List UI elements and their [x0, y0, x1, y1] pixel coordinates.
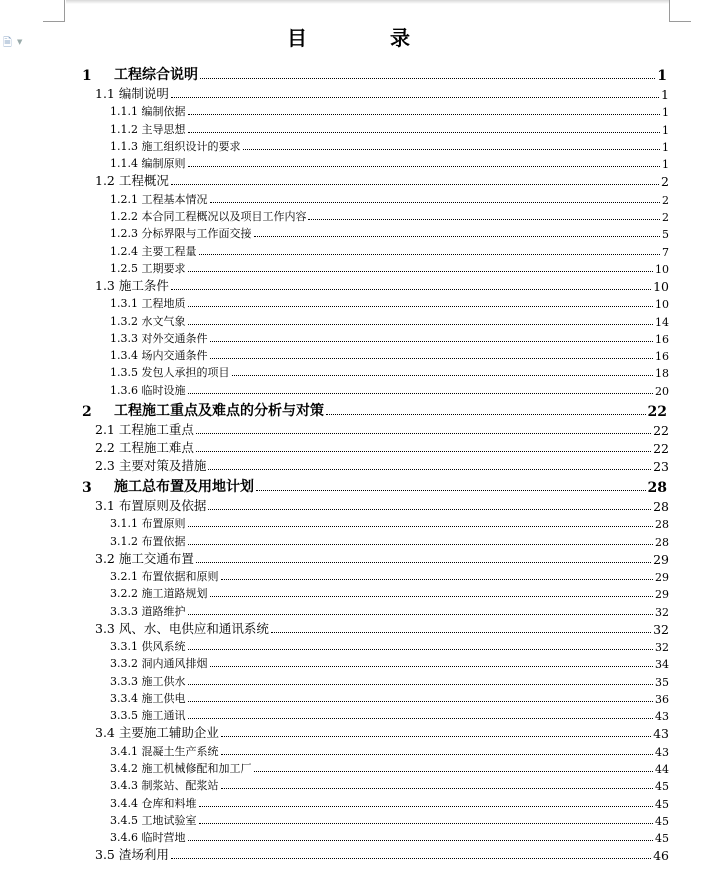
- toc-page-number: 28: [653, 499, 669, 515]
- toc-entry-text: 3.4.4 仓库和料堆: [110, 796, 197, 810]
- toc-page-number: 29: [653, 551, 669, 567]
- toc-entry-text: 3.3.4 施工供电: [110, 691, 186, 705]
- toc-entry-text: 1.1.4 编制原则: [110, 157, 186, 171]
- toc-page-number: 10: [655, 262, 669, 276]
- toc-page-number: 43: [655, 745, 669, 759]
- toc-dot-leader: [171, 858, 651, 859]
- toc-dot-leader: [171, 289, 651, 290]
- toc-dot-leader: [254, 236, 661, 237]
- toc-page-number: 10: [653, 278, 669, 294]
- toc-page-number: 32: [655, 641, 669, 655]
- toc-entry-level-3[interactable]: [0, 189, 715, 206]
- toc-dot-leader: [210, 341, 654, 342]
- toc-entry-text: 1.1.1 编制依据: [110, 105, 186, 119]
- toc-dot-leader: [196, 562, 651, 563]
- toc-entry-level-3[interactable]: [0, 706, 715, 723]
- toc-dot-leader: [196, 433, 651, 434]
- toc-page-number: 28: [647, 480, 667, 497]
- toc-entry-text: 2.1 工程施工重点: [95, 421, 194, 437]
- toc-page-number: 2: [662, 210, 669, 224]
- toc-dot-leader: [188, 614, 654, 615]
- toc-page-number: 18: [655, 367, 669, 381]
- document-icon[interactable]: 🗎: [3, 36, 12, 49]
- toc-entry-number: 1: [82, 68, 92, 84]
- toc-entry-text: 2.3 主要对策及措施: [95, 458, 207, 474]
- page-top-edge: [66, 0, 669, 4]
- toc-dot-leader: [221, 754, 654, 755]
- toc-entry-level-3[interactable]: [0, 671, 715, 688]
- toc-entry-text: 3.3.2 洞内通风排烟: [110, 657, 208, 671]
- toc-entry-text: 2.2 工程施工难点: [95, 439, 194, 455]
- toc-dot-leader: [210, 202, 661, 203]
- toc-entry-level-3[interactable]: [0, 793, 715, 810]
- toc-dot-leader: [254, 771, 654, 772]
- toc-entry-level-3[interactable]: [0, 259, 715, 276]
- toc-dot-leader: [188, 718, 654, 719]
- toc-entry-number: 2: [82, 403, 92, 420]
- toc-dot-leader: [221, 736, 651, 737]
- toc-page-number: 44: [655, 762, 669, 776]
- toc-entry-text: 3.5 渣场利用: [95, 847, 169, 863]
- toc-dot-leader: [188, 393, 654, 394]
- toc-entry-text: 3.4.3 制浆站、配浆站: [110, 779, 219, 793]
- toc-dot-leader: [188, 271, 654, 272]
- toc-page-number: 29: [655, 571, 669, 585]
- chevron-down-icon[interactable]: ▼: [17, 38, 23, 46]
- toc-dot-leader: [199, 806, 654, 807]
- toc-entry-level-2[interactable]: [0, 496, 715, 514]
- toc-dot-leader: [221, 788, 654, 789]
- toc-entry-level-2[interactable]: [0, 456, 715, 474]
- toc-dot-leader: [256, 490, 646, 491]
- toc-entry-text: 3.1.2 布置依据: [110, 534, 186, 548]
- toc-entry-level-2[interactable]: [0, 420, 715, 438]
- toc-dot-leader: [243, 149, 661, 150]
- toc-entry-text: 1.1.2 主导思想: [110, 122, 186, 136]
- toc-page-number: 20: [655, 384, 669, 398]
- toc-page-number: 32: [655, 605, 669, 619]
- crop-mark-top-left-v: [64, 0, 65, 22]
- toc-entry-level-3[interactable]: [0, 689, 715, 706]
- toc-entry-text: 施工总布置及用地计划: [114, 479, 254, 496]
- toc-entry-text: 1.2.2 本合同工程概况以及项目工作内容: [110, 209, 307, 223]
- toc-page-number: 1: [662, 106, 669, 120]
- toc-page-number: 23: [653, 459, 669, 475]
- toc-page-number: 45: [655, 814, 669, 828]
- toc-entry-level-1[interactable]: [0, 474, 715, 496]
- toc-entry-level-3[interactable]: [0, 601, 715, 618]
- toc-dot-leader: [208, 469, 651, 470]
- toc-entry-text: 3.3.1 供风系统: [110, 640, 186, 654]
- toc-entry-text: 1.3.4 场内交通条件: [110, 349, 208, 363]
- toc-entry-level-2[interactable]: [0, 619, 715, 637]
- toc-entry-level-3[interactable]: [0, 654, 715, 671]
- toc-page-number: 16: [655, 332, 669, 346]
- toc-dot-leader: [199, 254, 661, 255]
- toc-entry-level-3[interactable]: [0, 119, 715, 136]
- toc-page-number: 36: [655, 692, 669, 706]
- toc-entry-level-3[interactable]: [0, 294, 715, 311]
- toc-entry-text: 3.4.6 临时营地: [110, 831, 186, 845]
- toc-entry-level-3[interactable]: [0, 828, 715, 845]
- toc-page-number: 10: [655, 298, 669, 312]
- toc-dot-leader: [208, 509, 651, 510]
- toc-dot-leader: [188, 114, 661, 115]
- toc-entry-level-3[interactable]: [0, 741, 715, 758]
- toc-entry-level-3[interactable]: [0, 363, 715, 380]
- toc-dot-leader: [271, 632, 651, 633]
- toc-page-number: 1: [662, 158, 669, 172]
- toc-entry-level-2[interactable]: [0, 276, 715, 294]
- toc-entry-text: 1.1 编制说明: [95, 86, 169, 102]
- toc-page-number: 14: [655, 315, 669, 329]
- toc-dot-leader: [196, 451, 651, 452]
- toc-entry-level-3[interactable]: [0, 776, 715, 793]
- toc-dot-leader: [188, 840, 654, 841]
- page-title: 目 录: [287, 26, 448, 50]
- toc-dot-leader: [210, 666, 654, 667]
- toc-dot-leader: [188, 324, 654, 325]
- toc-entry-level-3[interactable]: [0, 567, 715, 584]
- toc-entry-level-3[interactable]: [0, 584, 715, 601]
- toc-entry-text: 1.3.2 水文气象: [110, 314, 186, 328]
- toc-dot-leader: [188, 649, 654, 650]
- toc-dot-leader: [308, 219, 660, 220]
- toc-entry-text: 3.3.5 施工通讯: [110, 709, 186, 723]
- toc-entry-level-3[interactable]: [0, 102, 715, 119]
- toc-entry-text: 3.2.1 布置依据和原则: [110, 570, 219, 584]
- toc-dot-leader: [200, 78, 655, 79]
- toc-entry-level-3[interactable]: [0, 637, 715, 654]
- toc-dot-leader: [232, 375, 654, 376]
- toc-entry-level-2[interactable]: [0, 84, 715, 102]
- toc-page-number: 32: [653, 621, 669, 637]
- toc-page-number: 16: [655, 350, 669, 364]
- toc-page-number: 46: [653, 848, 669, 864]
- toc-dot-leader: [188, 526, 654, 527]
- toc-entry-level-2[interactable]: [0, 171, 715, 189]
- toc-entry-text: 3.4.2 施工机械修配和加工厂: [110, 761, 252, 775]
- toc-dot-leader: [188, 132, 661, 133]
- toc-entry-level-2[interactable]: [0, 845, 715, 863]
- toc-page-number: 28: [655, 535, 669, 549]
- toc-page-number: 35: [655, 675, 669, 689]
- toc-entry-level-3[interactable]: [0, 224, 715, 241]
- toc-page-number: 45: [655, 797, 669, 811]
- toc-dot-leader: [188, 701, 654, 702]
- toc-entry-level-1[interactable]: [0, 398, 715, 420]
- toc-entry-text: 1.2 工程概况: [95, 173, 169, 189]
- toc-page-number: 7: [662, 245, 669, 259]
- toc-page-number: 45: [655, 780, 669, 794]
- toc-entry-level-3[interactable]: [0, 811, 715, 828]
- toc-entry-level-3[interactable]: [0, 207, 715, 224]
- toc-entry-text: 3.1.1 布置原则: [110, 517, 186, 531]
- toc-page-number: 28: [655, 518, 669, 532]
- toc-entry-text: 1.2.3 分标界限与工作面交接: [110, 227, 252, 241]
- toc-entry-text: 3.4.1 混凝土生产系统: [110, 744, 219, 758]
- toc-dot-leader: [171, 184, 659, 185]
- toc-dot-leader: [188, 544, 654, 545]
- toc-entry-level-3[interactable]: [0, 380, 715, 397]
- toc-entry-level-3[interactable]: [0, 346, 715, 363]
- toc-entry-text: 3.4.5 工地试验室: [110, 813, 197, 827]
- toc-entry-level-3[interactable]: [0, 531, 715, 548]
- toc-entry-text: 1.3 施工条件: [95, 277, 169, 293]
- toc-entry-text: 1.2.1 工程基本情况: [110, 192, 208, 206]
- toc-entry-text: 1.3.3 对外交通条件: [110, 331, 208, 345]
- toc-page-number: 22: [653, 422, 669, 438]
- toc-entry-level-3[interactable]: [0, 241, 715, 258]
- toc-page-number: 22: [647, 403, 667, 420]
- toc-entry-level-2[interactable]: [0, 438, 715, 456]
- toc-entry-text: 3.2 施工交通布置: [95, 550, 194, 566]
- toc-page-number: 1: [661, 87, 669, 103]
- crop-mark-top-right-v: [669, 0, 670, 22]
- toc-entry-level-3[interactable]: [0, 329, 715, 346]
- toc-entry-level-3[interactable]: [0, 154, 715, 171]
- toc-entry-text: 1.3.5 发包人承担的项目: [110, 366, 230, 380]
- toc-entry-text: 1.2.4 主要工程量: [110, 244, 197, 258]
- toc-page-number: 43: [655, 710, 669, 724]
- toc-entry-level-1[interactable]: [0, 62, 715, 84]
- toc-dot-leader: [171, 97, 659, 98]
- table-of-contents: [0, 62, 715, 863]
- toc-page-number: 45: [655, 832, 669, 846]
- toc-dot-leader: [221, 579, 654, 580]
- toc-dot-leader: [188, 684, 654, 685]
- toc-entry-level-3[interactable]: [0, 514, 715, 531]
- toc-page-number: 1: [662, 140, 669, 154]
- toc-page-number: 5: [662, 228, 669, 242]
- toc-page-number: 22: [653, 440, 669, 456]
- toc-page-number: 2: [662, 193, 669, 207]
- toc-page-number: 34: [655, 658, 669, 672]
- toc-entry-text: 3.4 主要施工辅助企业: [95, 725, 219, 741]
- toc-entry-text: 3.1 布置原则及依据: [95, 498, 207, 514]
- toc-entry-level-3[interactable]: [0, 759, 715, 776]
- toc-page-number: 1: [662, 123, 669, 137]
- toc-entry-text: 工程施工重点及难点的分析与对策: [114, 402, 324, 419]
- toc-entry-text: 3.3.3 道路维护: [110, 604, 186, 618]
- toc-dot-leader: [199, 823, 654, 824]
- toc-entry-text: 1.2.5 工期要求: [110, 261, 186, 275]
- toc-entry-text: 工程综合说明: [114, 67, 198, 83]
- toc-entry-number: 3: [82, 480, 92, 497]
- toc-entry-text: 3.2.2 施工道路规划: [110, 587, 208, 601]
- toc-dot-leader: [188, 166, 661, 167]
- toc-entry-level-3[interactable]: [0, 311, 715, 328]
- toc-page-number: 43: [653, 726, 669, 742]
- toc-dot-leader: [210, 596, 654, 597]
- toc-entry-text: 1.3.1 工程地质: [110, 297, 186, 311]
- toc-entry-text: 1.1.3 施工组织设计的要求: [110, 139, 241, 153]
- toc-page-number: 29: [655, 588, 669, 602]
- toc-page-number: 2: [661, 174, 669, 190]
- toc-entry-level-2[interactable]: [0, 723, 715, 741]
- toc-entry-text: 1.3.6 临时设施: [110, 383, 186, 397]
- toc-entry-level-3[interactable]: [0, 137, 715, 154]
- toc-entry-level-2[interactable]: [0, 549, 715, 567]
- toc-entry-text: 3.3.3 施工供水: [110, 674, 186, 688]
- toc-dot-leader: [326, 414, 646, 415]
- toc-entry-text: 3.3 风、水、电供应和通讯系统: [95, 620, 269, 636]
- toc-page-number: 1: [657, 68, 667, 84]
- toc-dot-leader: [210, 358, 654, 359]
- toc-dot-leader: [188, 306, 654, 307]
